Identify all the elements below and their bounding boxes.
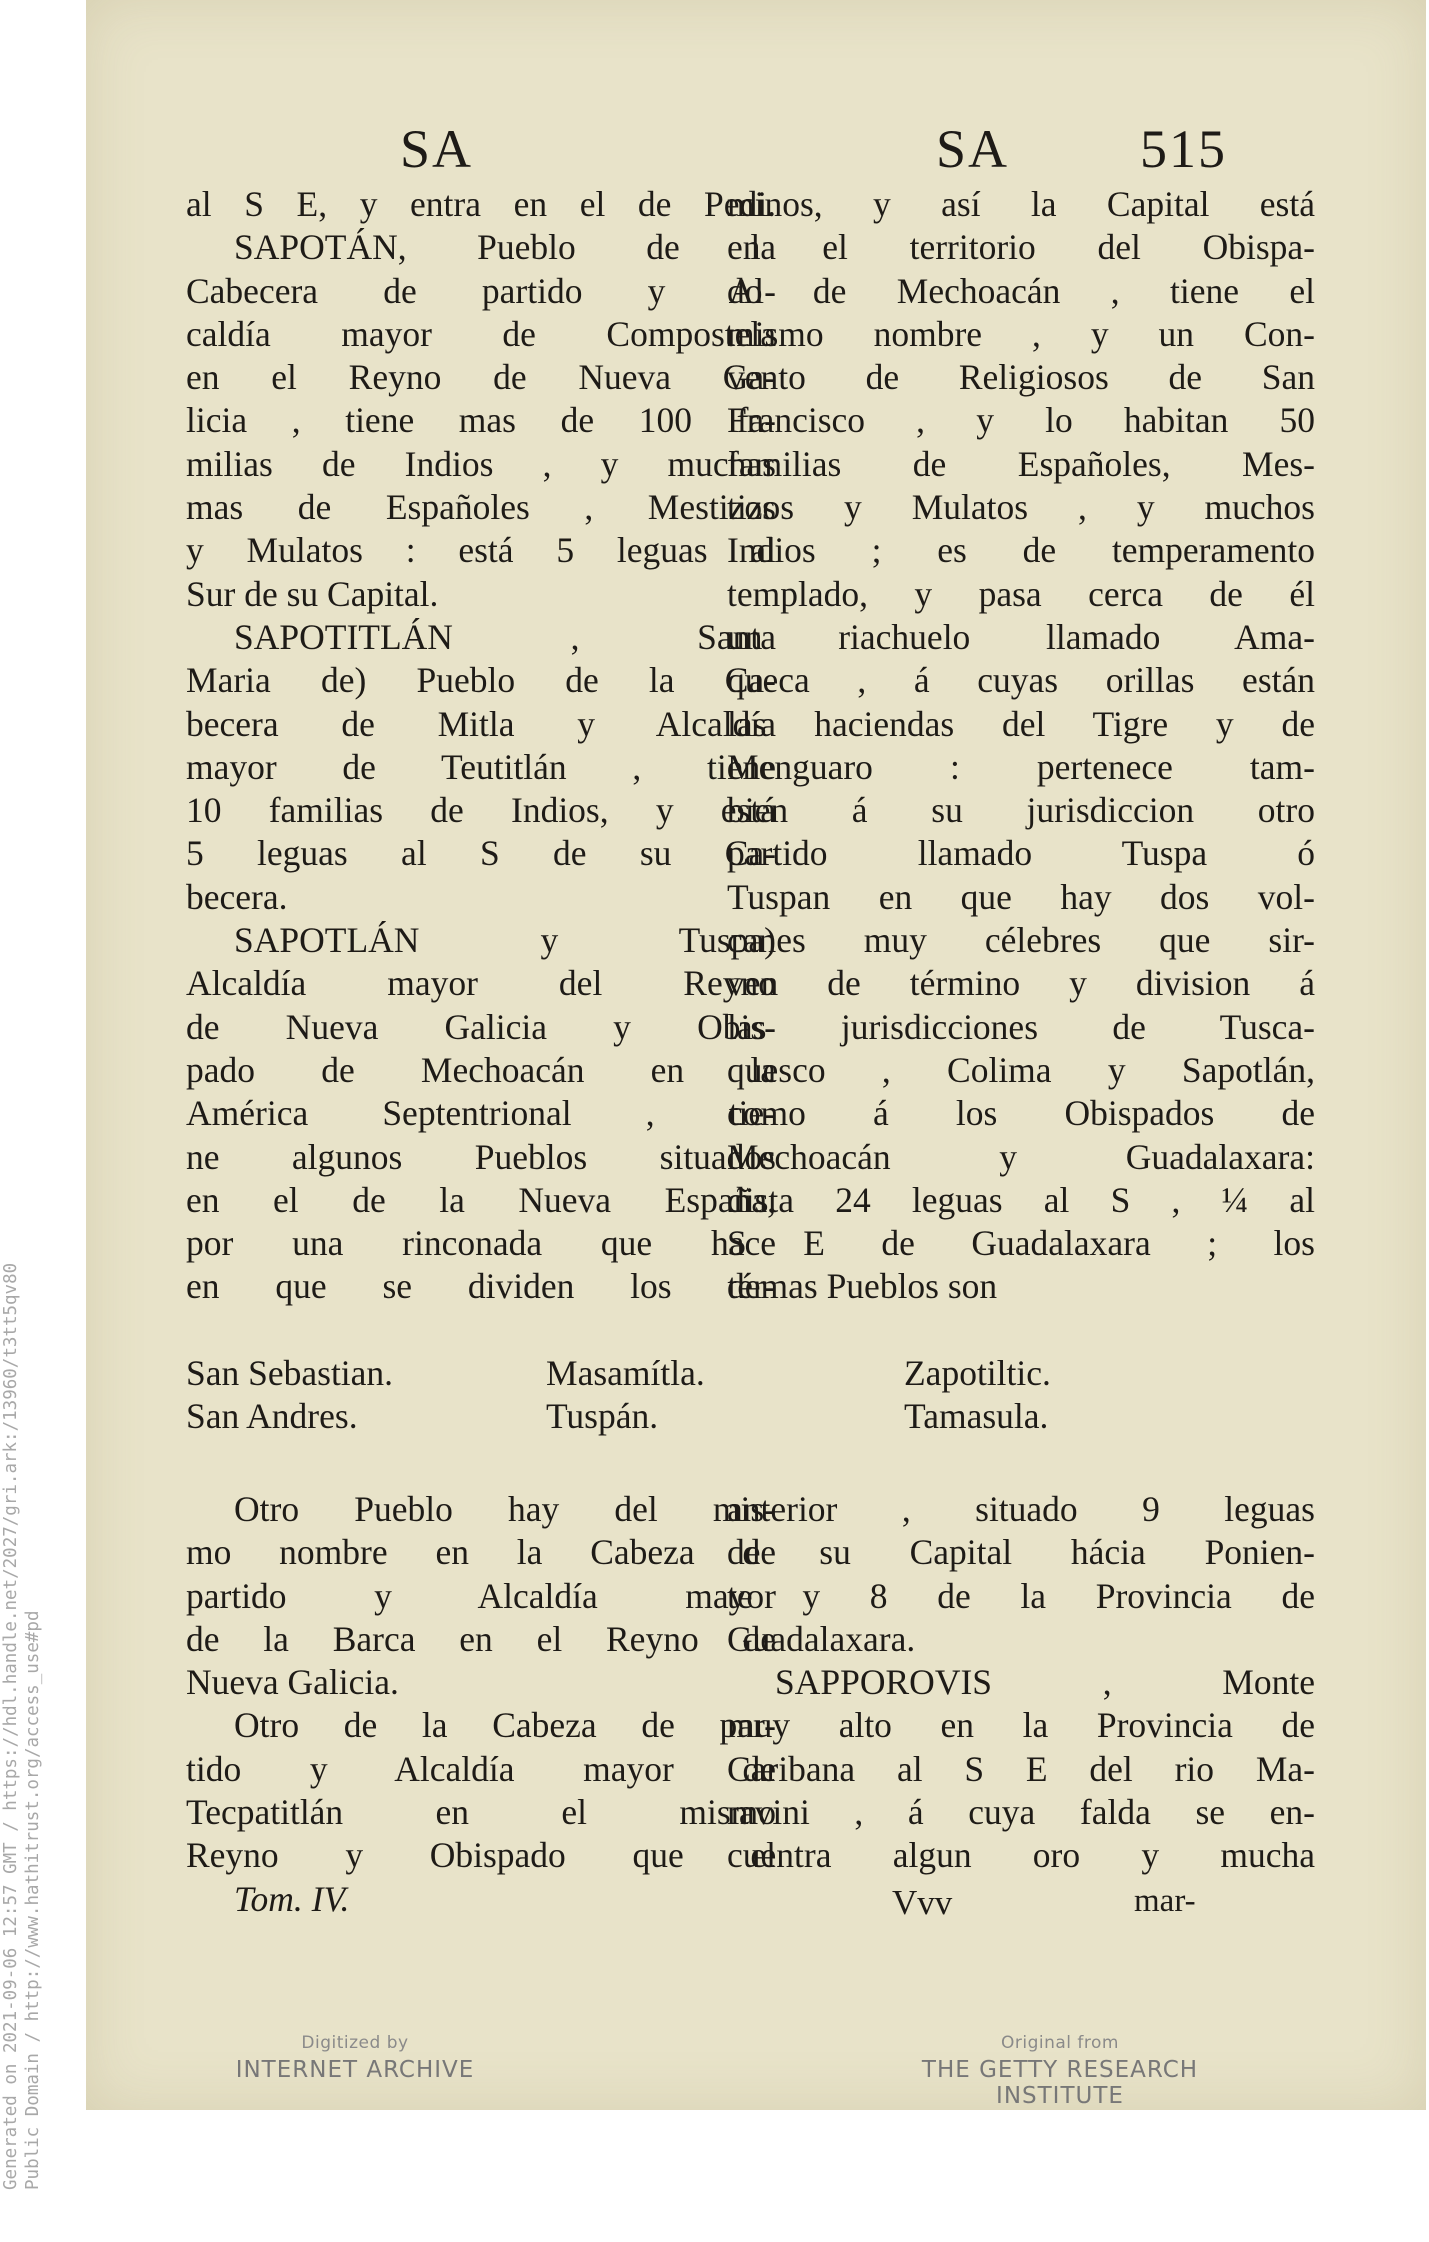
text-line: Mechoacán y Guadalaxara: (727, 1136, 1315, 1177)
text-line: templado, y pasa cerca de él (727, 573, 1315, 614)
text-line: de su Capital hácia Ponien- (727, 1532, 1315, 1573)
text-line: becera de Mitla y Alcaldía (186, 703, 776, 744)
text-line: Caribana al S E del rio Ma- (727, 1748, 1315, 1789)
text-line: Tuspan en que hay dos vol- (727, 876, 1315, 917)
text-line: SAPOTITLÁN , Santa (234, 616, 776, 657)
scanned-page (86, 0, 1426, 2110)
text-line: al S E, y entra en el de Pedi. (186, 184, 776, 224)
text-line: anterior , situado 9 leguas (727, 1489, 1315, 1529)
getty-label: THE GETTY RESEARCH INSTITUTE (921, 2057, 1199, 2109)
text-line: vento de Religiosos de San (727, 357, 1315, 398)
running-head-center: SA (936, 119, 1010, 179)
text-line: mayor de Teutitlán , tiene (186, 746, 776, 787)
text-line: de la Barca en el Reyno de (186, 1618, 776, 1659)
text-line: muy alto en la Provincia de (727, 1705, 1315, 1746)
town: San Sebastian. (186, 1353, 394, 1393)
text-line: las haciendas del Tigre y de (727, 703, 1315, 744)
text-line: ravini , á cuya falda se en- (727, 1792, 1315, 1833)
text-line: Alcaldía mayor del Reyno (186, 963, 776, 1004)
text-line: Guadalaxara. (727, 1618, 916, 1659)
town: Masamítla. (546, 1353, 705, 1393)
towns-table (186, 1352, 1326, 1438)
text-line: un riachuelo llamado Ama- (727, 616, 1315, 657)
town: Tuspán. (546, 1396, 659, 1436)
text-line: 10 familias de Indios, y está (186, 790, 776, 831)
text-line: las jurisdicciones de Tusca- (727, 1006, 1315, 1047)
lower-left-column (186, 1488, 776, 1921)
text-line: Menguaro : pertenece tam- (727, 746, 1315, 787)
text-line: Otro Pueblo hay del mis- (234, 1489, 776, 1529)
text-line: Indios ; es de temperamento (727, 530, 1315, 571)
footer-original (860, 2033, 1260, 2109)
text-line: Cabecera de partido y Al- (186, 270, 776, 311)
text-line: en que se dividen los tér- (186, 1266, 776, 1307)
running-head-left: SA (400, 119, 474, 179)
text-line: demas Pueblos son (727, 1266, 998, 1307)
text-line: y Mulatos : está 5 leguas al (186, 530, 776, 571)
towns-row (186, 1395, 1326, 1438)
text-line: tido y Alcaldía mayor de (186, 1748, 776, 1789)
text-line: de Nueva Galicia y Obis- (186, 1006, 776, 1047)
towns-row (186, 1352, 1326, 1395)
text-line: caldía mayor de Compostela (186, 313, 776, 354)
original-from-label: Original from (1001, 2033, 1119, 2053)
text-line: partido y Alcaldía mayor (186, 1575, 776, 1616)
town: Zapotiltic. (904, 1353, 1051, 1393)
text-line: becera. (186, 876, 288, 917)
footer-digitized (230, 2033, 480, 2083)
text-line: como á los Obispados de (727, 1093, 1315, 1134)
text-line: en el de la Nueva España, (186, 1179, 776, 1220)
text-line: familias de Españoles, Mes- (727, 443, 1315, 484)
digitized-by-label: Digitized by (301, 2033, 409, 2053)
text-line: mismo nombre , y un Con- (727, 313, 1315, 354)
text-line: Otro de la Cabeza de par- (234, 1705, 776, 1746)
text-line: Sur de su Capital. (186, 573, 439, 614)
text-line: 5 leguas al S de su Ca- (186, 833, 776, 874)
text-line: ne algunos Pueblos situados (186, 1136, 776, 1177)
text-line: Tom. IV. (234, 1878, 350, 1919)
text-line: te y 8 de la Provincia de (727, 1575, 1315, 1616)
text-line: do de Mechoacán , tiene el (727, 270, 1315, 311)
text-line: quesco , Colima y Sapotlán, (727, 1049, 1315, 1090)
text-line: Reyno y Obispado que el (186, 1835, 776, 1876)
text-line: Nueva Galicia. (186, 1662, 399, 1703)
town: San Andres. (186, 1396, 358, 1436)
hathitrust-watermark (0, 1090, 60, 2190)
left-column (186, 183, 776, 1309)
text-line: ven de término y division á (727, 963, 1315, 1004)
text-line: licia , tiene mas de 100 fa- (186, 400, 776, 441)
text-line: S E de Guadalaxara ; los (727, 1223, 1315, 1264)
watermark-line-2: Public Domain / http://www.hathitrust.org/access_use#pd (23, 1610, 43, 2190)
text-line: minos, y así la Capital está (727, 184, 1315, 224)
text-line: SAPPOROVIS , Monte (775, 1662, 1315, 1703)
catchword: mar- (1134, 1883, 1196, 1919)
text-line: dista 24 leguas al S , ¼ al (727, 1179, 1315, 1220)
text-line: por una rinconada que hace (186, 1223, 776, 1264)
text-line: SAPOTLÁN y Tuspa) (234, 920, 776, 961)
page-number: 515 (1140, 119, 1227, 179)
text-line: mas de Españoles , Mestizos (186, 487, 776, 528)
town: Tamasula. (904, 1396, 1049, 1436)
text-line: milias de Indios , y muchas (186, 443, 776, 484)
text-line: pado de Mechoacán en la (186, 1049, 776, 1090)
internet-archive-label: INTERNET ARCHIVE (235, 2057, 475, 2083)
watermark-line-1: Generated on 2021-09-06 12:57 GMT / https://hdl.handle.net/2027/gri.ark:/13960/t3tt5qv80 (1, 1262, 21, 2190)
right-column (727, 183, 1315, 1309)
signature-mark: Vvv (892, 1883, 953, 1922)
text-line: en el Reyno de Nueva Ga- (186, 357, 776, 398)
lower-right-column (727, 1488, 1315, 1878)
text-line: Maria de) Pueblo de la Ca- (186, 660, 776, 701)
text-line: cuentra algun oro y mucha (727, 1835, 1315, 1876)
text-line: partido llamado Tuspa ó (727, 833, 1315, 874)
text-line: SAPOTÁN, Pueblo de la (234, 227, 776, 268)
text-line: bien á su jurisdiccion otro (727, 790, 1315, 831)
text-line: Francisco , y lo habitan 50 (727, 400, 1315, 441)
text-line: queca , á cuyas orillas están (727, 660, 1315, 701)
text-line: mo nombre en la Cabeza de (186, 1532, 776, 1573)
text-line: Tecpatitlán en el mismo (186, 1792, 776, 1833)
text-line: canes muy célebres que sir- (727, 920, 1315, 961)
text-line: América Septentrional , tie- (186, 1093, 776, 1134)
text-line: tizos y Mulatos , y muchos (727, 487, 1315, 528)
text-line: en el territorio del Obispa- (727, 227, 1315, 268)
